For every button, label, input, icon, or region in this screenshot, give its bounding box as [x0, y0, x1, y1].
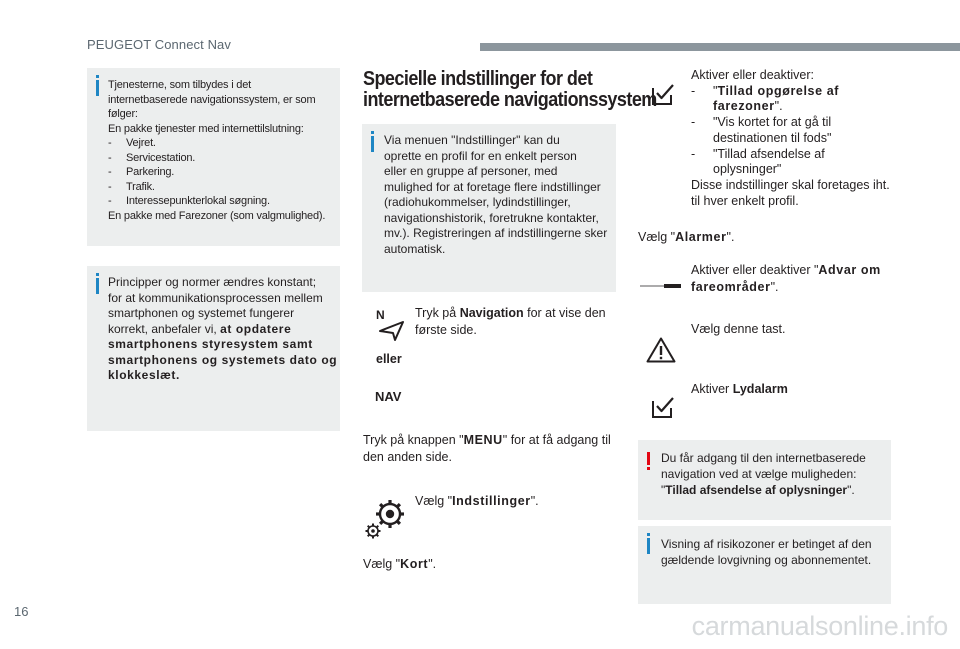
principles-text: [108, 275, 338, 384]
info-icon: [647, 538, 650, 554]
principles-bold-line: smartphonens og systemets dato og: [108, 352, 338, 367]
services-footer-line: En pakke med Farezoner (som valgmulighed).: [108, 209, 326, 222]
nav-button-label: NAV: [375, 389, 402, 404]
advar-instruction: Aktiver eller deaktiver "Advar om fareområder".: [691, 263, 881, 294]
navigation-icon: [374, 308, 408, 342]
principles-line: for at kommunikationsprocessen mellem: [108, 290, 323, 305]
kort-instruction: Vælg "Kort".: [363, 557, 437, 571]
principles-bold-line: klokkeslæt.: [108, 368, 180, 382]
north-letter: N: [376, 308, 385, 322]
services-line: Tjenesterne, som tilbydes i det: [108, 79, 251, 91]
info-icon: [371, 136, 374, 152]
alarm-instruction: Vælg "Alarmer".: [638, 230, 735, 244]
page-number: 16: [14, 604, 29, 619]
services-text: [108, 78, 336, 223]
settings-info-line: mv.). Registreringen af indstillingerne sker: [384, 226, 608, 240]
settings-info-line: oprette en profil for en enkelt person: [384, 148, 577, 163]
toggle-off-icon: [640, 282, 684, 290]
settings-info-line: navigationshistorik, foretrukne kontakter,: [384, 210, 599, 225]
select-key-instruction: Vælg denne tast.: [691, 322, 786, 336]
list-item: - Servicestation.: [108, 151, 196, 164]
info-box-services: [87, 68, 340, 246]
principles-line: Principper og normer ændres konstant;: [108, 275, 317, 289]
list-item: - Interessepunkterlokal søgning.: [108, 195, 270, 207]
list-item: - Trafik.: [108, 180, 155, 193]
nav-instruction: Tryk på Navigation for at vise den første side.: [415, 306, 606, 337]
settings-info-line: eller en gruppe af personer, med: [384, 164, 558, 178]
option-item-cont: destinationen til fods": [713, 130, 832, 145]
settings-gears-icon: [365, 497, 407, 539]
info-box-settings: [362, 124, 616, 292]
settings-info-text: [384, 133, 616, 257]
option-item: - "Tillad opgørelse af: [691, 83, 840, 98]
navigation-arrow-icon: [378, 320, 406, 342]
option-item-cont: farezoner".: [713, 99, 783, 114]
option-item-cont: oplysninger": [713, 162, 782, 177]
header-title: PEUGEOT Connect Nav: [87, 37, 231, 52]
info-icon: [96, 80, 99, 96]
settings-info-line: mulighed for at foretage flere indstillinger: [384, 179, 601, 194]
risk-zones-text: Visning af risikozoner er betinget af den gældende lovgivning og abonnementet.: [661, 537, 872, 567]
settings-info-line: (radiohukommelser, lydindstillinger,: [384, 195, 571, 209]
option-item: - "Vis kortet for at gå til: [691, 115, 832, 130]
option-item: - "Tillad afsendelse af: [691, 146, 825, 161]
section-title: Specielle indstillinger for det internetbaserede navigationssystem: [363, 68, 657, 111]
settings-instruction: Vælg "Indstillinger".: [415, 494, 539, 508]
services-line: internetbaserede navigationssystem, er som: [108, 93, 316, 106]
warning-text: Du får adgang til den internetbaserede navigation ved at vælge muligheden: "Tillad afsendelse af oplysninger".: [661, 451, 866, 497]
list-item: - Parkering.: [108, 166, 175, 178]
services-line: En pakke tjenester med internettilslutning:: [108, 122, 304, 135]
info-box-principles: [87, 266, 340, 431]
lydalarm-instruction: Aktiver Lydalarm: [691, 382, 788, 396]
activate-options: Aktiver eller deaktiver: - "Tillad opgørelse af farezoner". - "Vis kortet for at gå til destinationen til fods" - "Tillad afsendelse af oplysninger" Disse indstillinger skal foretages iht. til hver enkelt profil.: [691, 68, 890, 208]
principles-line: korrekt, anbefaler vi, at opdatere: [108, 321, 292, 336]
warning-box-access: [638, 440, 891, 520]
watermark: carmanualsonline.info: [691, 611, 948, 641]
header-bar: [480, 43, 960, 51]
list-item: - Vejret.: [108, 137, 156, 149]
info-box-risk-zones: [638, 526, 891, 604]
warning-icon: [647, 452, 650, 465]
info-icon: [96, 278, 99, 294]
principles-line: smartphonen og systemet fungerer: [108, 306, 295, 320]
nav-or: eller: [376, 352, 402, 366]
settings-info-line: automatisk.: [384, 241, 446, 256]
checkbox-icon: [652, 84, 674, 106]
checkbox-icon: [652, 397, 674, 419]
menu-instruction: Tryk på knappen "MENU" for at få adgang til den anden side.: [363, 433, 611, 464]
warning-triangle-icon: [646, 337, 676, 363]
principles-bold-line: smartphonens styresystem samt: [108, 337, 313, 351]
settings-info-line: Via menuen "Indstillinger" kan du: [384, 133, 560, 147]
services-line: følger:: [108, 108, 138, 120]
